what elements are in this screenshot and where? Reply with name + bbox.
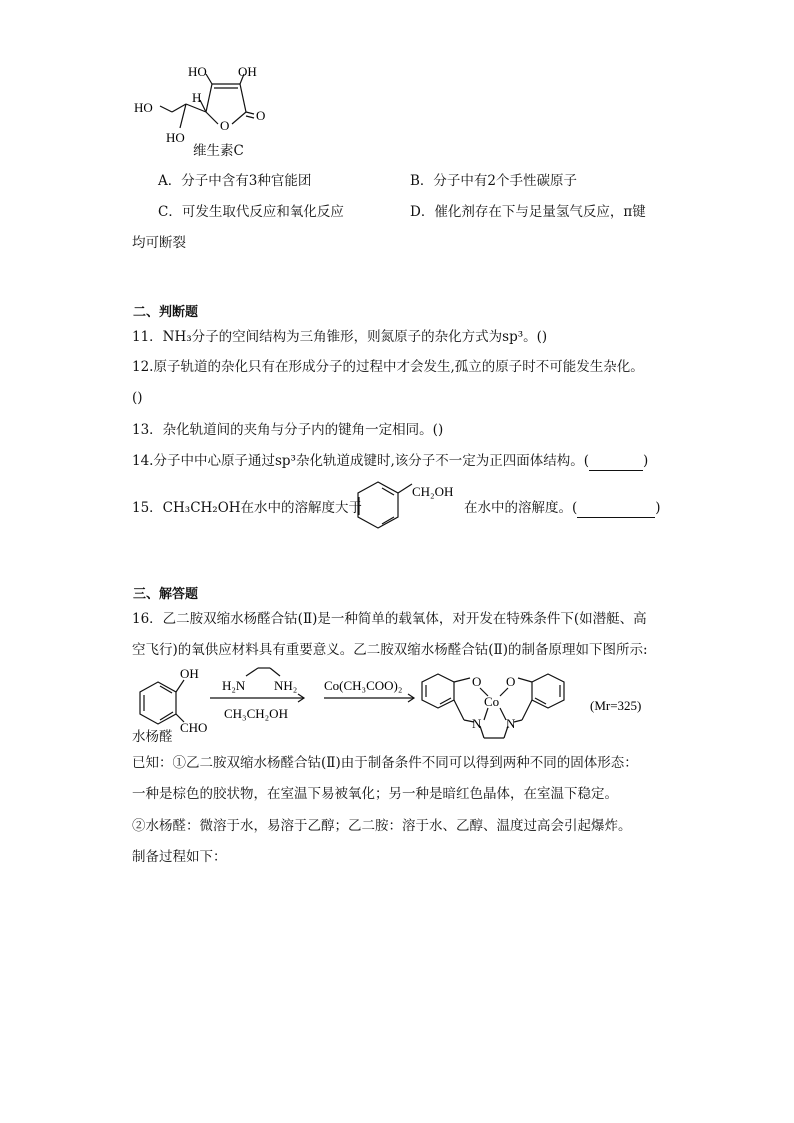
scheme-reagent-label: Co(CH₃COO)₂ [324,678,403,693]
vitc-ring-o-label: O [220,118,230,133]
question-16-line2: 空飞行)的氧供应材料具有重要意义。乙二胺双缩水杨醛合钴(Ⅱ)的制备原理如下图所示: [132,642,648,658]
vitc-carbonyl-o-label: O [256,108,266,123]
scheme-cho-label: CHO [180,720,208,735]
option-a: A．分子中含有3种官能团 [158,173,312,189]
option-c: C．可发生取代反应和氧化反应 [158,204,344,220]
scheme-mr-label: (Mr=325) [590,698,642,713]
scheme-co-label: Co [484,694,500,709]
scheme-o-left: O [472,674,482,689]
reaction-scheme [128,664,658,754]
question-14 [132,452,648,471]
scheme-oh-label: OH [180,666,199,681]
scheme-h2n-label: H₂N [222,678,246,693]
benzyl-substituent: CH₂OH [412,484,454,499]
answer-blank-14[interactable] [589,452,643,471]
scheme-n-right: N [506,716,516,731]
question-14-text: 14.分子中中心原子通过sp³杂化轨道成键时,该分子不一定为正四面体结构。( [132,453,590,469]
vitc-ho-label-2: HO [134,100,153,115]
scheme-n-left: N [472,716,482,731]
scheme-nh2-label: NH₂ [274,678,298,693]
question-12-paren: () [132,390,143,406]
section-title-judgment: 二、判断题 [133,305,199,320]
option-d: D．催化剂存在下与足量氢气反应，π键 [410,204,646,220]
question-13: 13．杂化轨道间的夹角与分子内的键角一定相同。() [132,422,444,438]
known-2: ②水杨醛：微溶于水，易溶于乙醇；乙二胺：溶于水、乙醇、温度过高会引起爆炸。 [132,818,632,834]
vitc-ho-label-3: HO [166,130,185,145]
option-b: B．分子中有2个手性碳原子 [410,173,578,189]
vitc-oh-label: OH [238,64,257,79]
question-12: 12.原子轨道的杂化只有在形成分子的过程中才会发生,孤立的原子时不可能发生杂化。 [132,359,644,375]
salicylaldehyde-caption: 水杨醛 [132,729,173,745]
scheme-solvent-label: CH₃CH₂OH [224,706,288,721]
question-16-line1: 16．乙二胺双缩水杨醛合钴(Ⅱ)是一种简单的载氧体，对开发在特殊条件下(如潜艇、高 [132,611,647,627]
question-15-after-text: 在水中的溶解度。( [464,500,578,516]
known-1-line1: 已知：①乙二胺双缩水杨醛合钴(Ⅱ)由于制备条件不同可以得到两种不同的固体形态： [132,755,638,771]
process-intro: 制备过程如下： [132,849,227,865]
answer-blank-15[interactable] [577,499,655,518]
section-title-answer: 三、解答题 [133,587,199,602]
question-15-close: ) [655,500,661,516]
question-11: 11．NH₃分子的空间结构为三角锥形，则氮原子的杂化方式为sp³。() [132,329,548,345]
known-1-line2: 一种是棕色的胶状物，在室温下易被氧化；另一种是暗红色晶体，在室温下稳定。 [132,786,618,802]
vitc-h-label: H [192,90,202,105]
question-15-before: 15．CH₃CH₂OH在水中的溶解度大于 [132,500,363,516]
option-d-continued: 均可断裂 [132,235,186,251]
vitc-ho-label: HO [188,64,207,79]
question-15-after [464,499,661,518]
benzyl-alcohol-structure [354,478,464,536]
question-14-close: ) [643,453,649,469]
vitamin-c-caption: 维生素C [193,143,244,159]
scheme-o-right: O [506,674,516,689]
